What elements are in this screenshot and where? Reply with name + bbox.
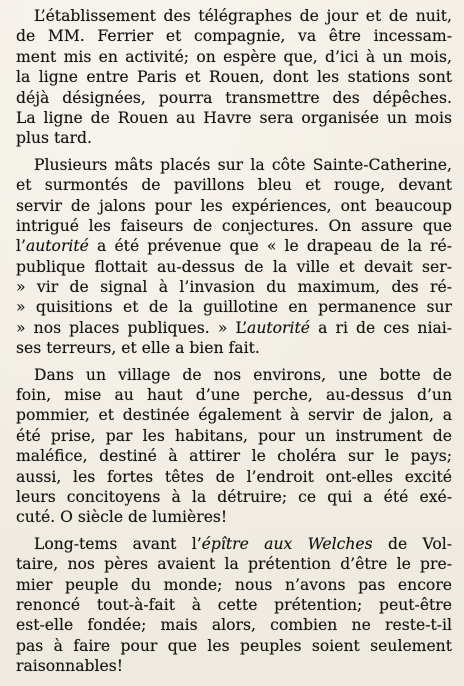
text-line <box>16 216 452 236</box>
text-line <box>16 487 452 507</box>
text-run: été prise, par les habitans, pour un instrument de <box>16 426 452 445</box>
text-run: renoncé tout-à-fait à cette prétention; peut-être <box>16 595 452 614</box>
text-run: de MM. Ferrier et compagnie, va être incessam- <box>16 27 452 46</box>
text-line <box>16 6 452 26</box>
article-paragraph <box>16 6 452 149</box>
text-run: pommier, et destinée également à servir de jalon, a <box>16 406 452 425</box>
text-run: La ligne de Rouen au Havre sera organisée un mois <box>16 108 452 127</box>
text-line <box>16 318 452 338</box>
text-line <box>16 365 452 385</box>
text-run: aussi, les fortes têtes de l’endroit ont-elles excité <box>16 467 452 486</box>
text-run: pas à faire pour que les peuples soient seulement <box>16 636 452 655</box>
text-line <box>16 656 452 676</box>
text-line <box>16 426 452 446</box>
text-run: a ri de ces niai- <box>309 318 452 337</box>
text-line <box>16 636 452 656</box>
article-paragraph <box>16 365 452 528</box>
text-line <box>16 385 452 405</box>
text-line <box>16 277 452 297</box>
text-run: » quisitions et de la guillotine en permanence sur <box>16 298 452 317</box>
text-run: servir de jalons pour les expériences, ont beaucoup <box>16 196 452 215</box>
text-line <box>16 507 452 527</box>
text-run: ment mis en activité; on espère que, d’ici à un mois, <box>16 47 452 66</box>
italic-text: autorité <box>25 237 89 256</box>
text-line <box>16 128 452 148</box>
text-run: leurs concitoyens à la détruire; ce qui a été exé- <box>16 487 452 506</box>
text-line <box>16 297 452 317</box>
text-line <box>16 236 452 256</box>
text-line <box>16 467 452 487</box>
text-line <box>16 534 452 554</box>
text-run: » nos places publiques. » L’ <box>16 318 248 337</box>
text-run: intrigué les faiseurs de conjectures. On assure que <box>16 216 452 235</box>
text-line <box>16 47 452 67</box>
text-line <box>16 446 452 466</box>
text-line <box>16 257 452 277</box>
text-run: publique flottait au-dessus de la ville et devait ser- <box>16 257 452 276</box>
text-run: Plusieurs mâts placés sur la côte Sainte-Catherine, <box>34 155 452 174</box>
text-run: ses terreurs, et elle a bien fait. <box>16 339 260 358</box>
text-line <box>16 88 452 108</box>
text-line <box>16 615 452 635</box>
text-line <box>16 26 452 46</box>
text-line <box>16 67 452 87</box>
text-line <box>16 338 452 358</box>
text-run: » vir de signal à l’invasion du maximum, des ré- <box>16 278 452 297</box>
text-run: l’ <box>16 237 26 256</box>
text-run: est-elle fondée; mais alors, combien ne reste-t-il <box>16 616 452 635</box>
text-line <box>16 196 452 216</box>
text-line <box>16 155 452 175</box>
text-line <box>16 554 452 574</box>
text-run: taire, nos pères avaient la prétention d’être le pre- <box>16 555 452 574</box>
text-line <box>16 575 452 595</box>
text-run: maléfice, destiné à attirer le choléra sur le pays; <box>16 447 452 466</box>
text-run: de Vol- <box>372 534 452 553</box>
text-run: cuté. O siècle de lumières! <box>16 508 228 527</box>
text-run: Long-tems avant l’ <box>34 534 202 553</box>
text-line <box>16 175 452 195</box>
text-line <box>16 595 452 615</box>
text-run: mier peuple du monde; nous n’avons pas encore <box>16 575 452 594</box>
text-run: et surmontés de pavillons bleu et rouge, devant <box>16 176 452 195</box>
italic-text: épître aux Welches <box>201 534 373 553</box>
text-run: Dans un village de nos environs, une botte de <box>34 365 452 384</box>
article-paragraph <box>16 155 452 359</box>
text-run: L’établissement des télégraphes de jour et de nuit, <box>34 7 452 25</box>
article-paragraph <box>16 534 452 677</box>
text-run: foin, mise au haut d’une perche, au-dessus d’un <box>16 386 452 405</box>
italic-text: autorité <box>247 318 310 337</box>
article-column <box>16 6 452 677</box>
text-run: plus tard. <box>16 129 92 148</box>
text-line <box>16 405 452 425</box>
text-run: déjà désignées, pourra transmettre des dépêches. <box>16 88 452 107</box>
text-run: la ligne entre Paris et Rouen, dont les stations sont <box>16 68 452 87</box>
text-line <box>16 108 452 128</box>
text-run: raisonnables! <box>16 657 123 676</box>
text-run: a été prévenue que « le drapeau de la ré- <box>88 237 452 256</box>
